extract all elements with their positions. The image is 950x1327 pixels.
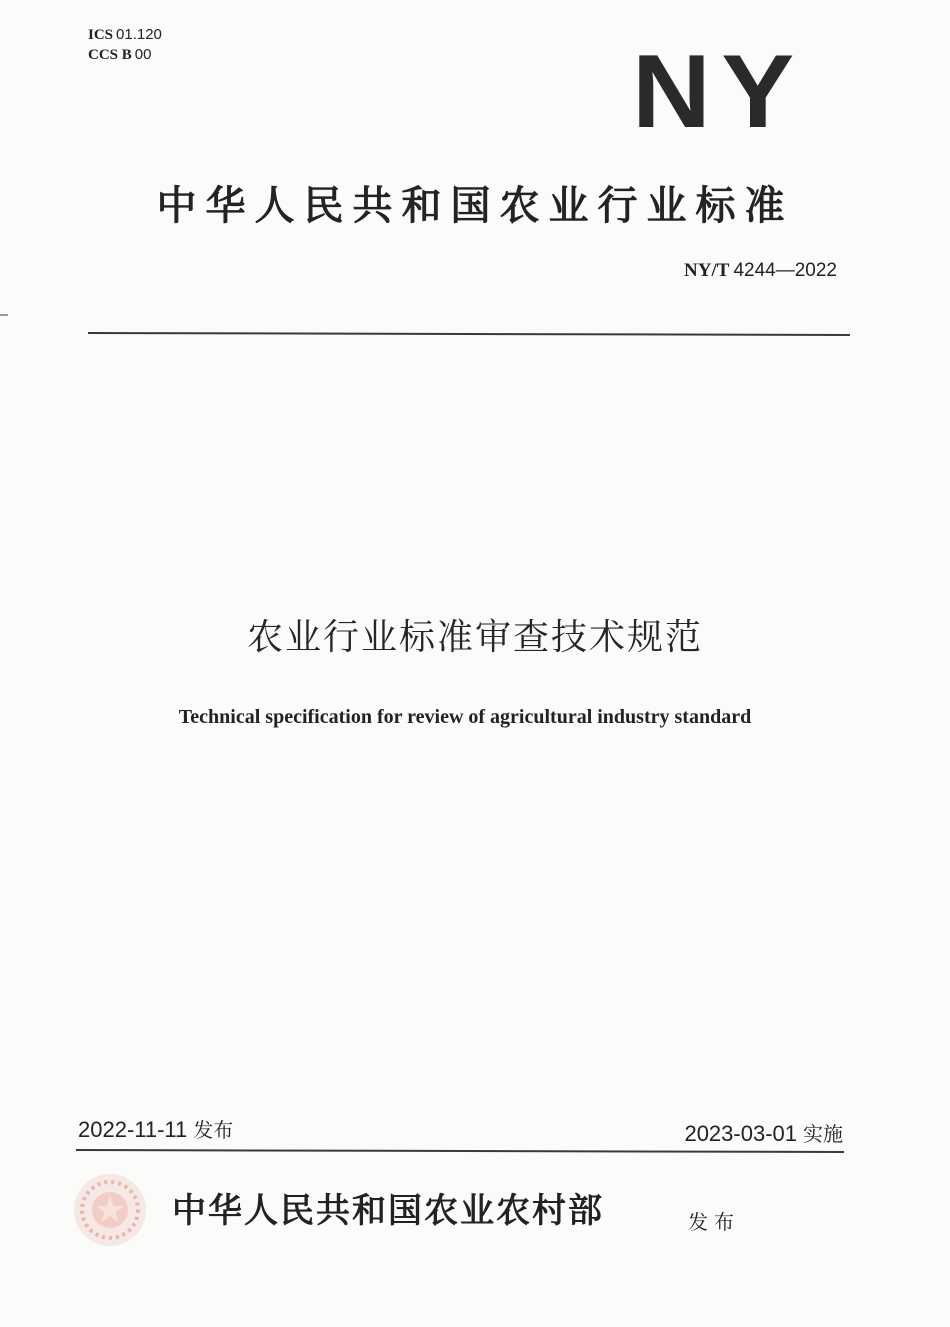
implementation-date-value: 2023-03-01 (684, 1121, 797, 1146)
ics-label: ICS (88, 27, 114, 43)
standard-mark: NY (632, 34, 805, 150)
footer-divider (76, 1149, 844, 1153)
document-title-en: Technical specification for review of agricultural industry standard (178, 706, 752, 728)
ics-value: 01.120 (116, 26, 162, 43)
ccs-label: CCS B (88, 47, 132, 63)
implementation-date (684, 1119, 843, 1149)
header-divider (88, 332, 850, 336)
publisher-publish-word: 发布 (688, 1210, 740, 1234)
ministry-seal-emblem (70, 1170, 150, 1250)
implementation-date-word: 实施 (803, 1122, 843, 1146)
document-title-zh: 农业行业标准审查技术规范 (246, 617, 703, 658)
standard-code-number: 4244—2022 (733, 260, 837, 281)
issue-date-value: 2022-11-11 (78, 1117, 188, 1142)
standard-code-prefix: NY/T (684, 260, 730, 281)
standard-code (684, 258, 837, 283)
publisher-name: 中华人民共和国农业农村部 (172, 1191, 604, 1231)
ccs-value: 00 (134, 46, 152, 63)
issue-date-word: 发布 (193, 1118, 234, 1142)
scan-edge-mark (0, 314, 8, 316)
ics-code (88, 25, 162, 45)
ccs-code (88, 45, 162, 65)
classification-codes (88, 25, 162, 65)
issue-date (78, 1115, 233, 1145)
standard-type-heading: 中华人民共和国农业行业标准 (156, 183, 794, 229)
